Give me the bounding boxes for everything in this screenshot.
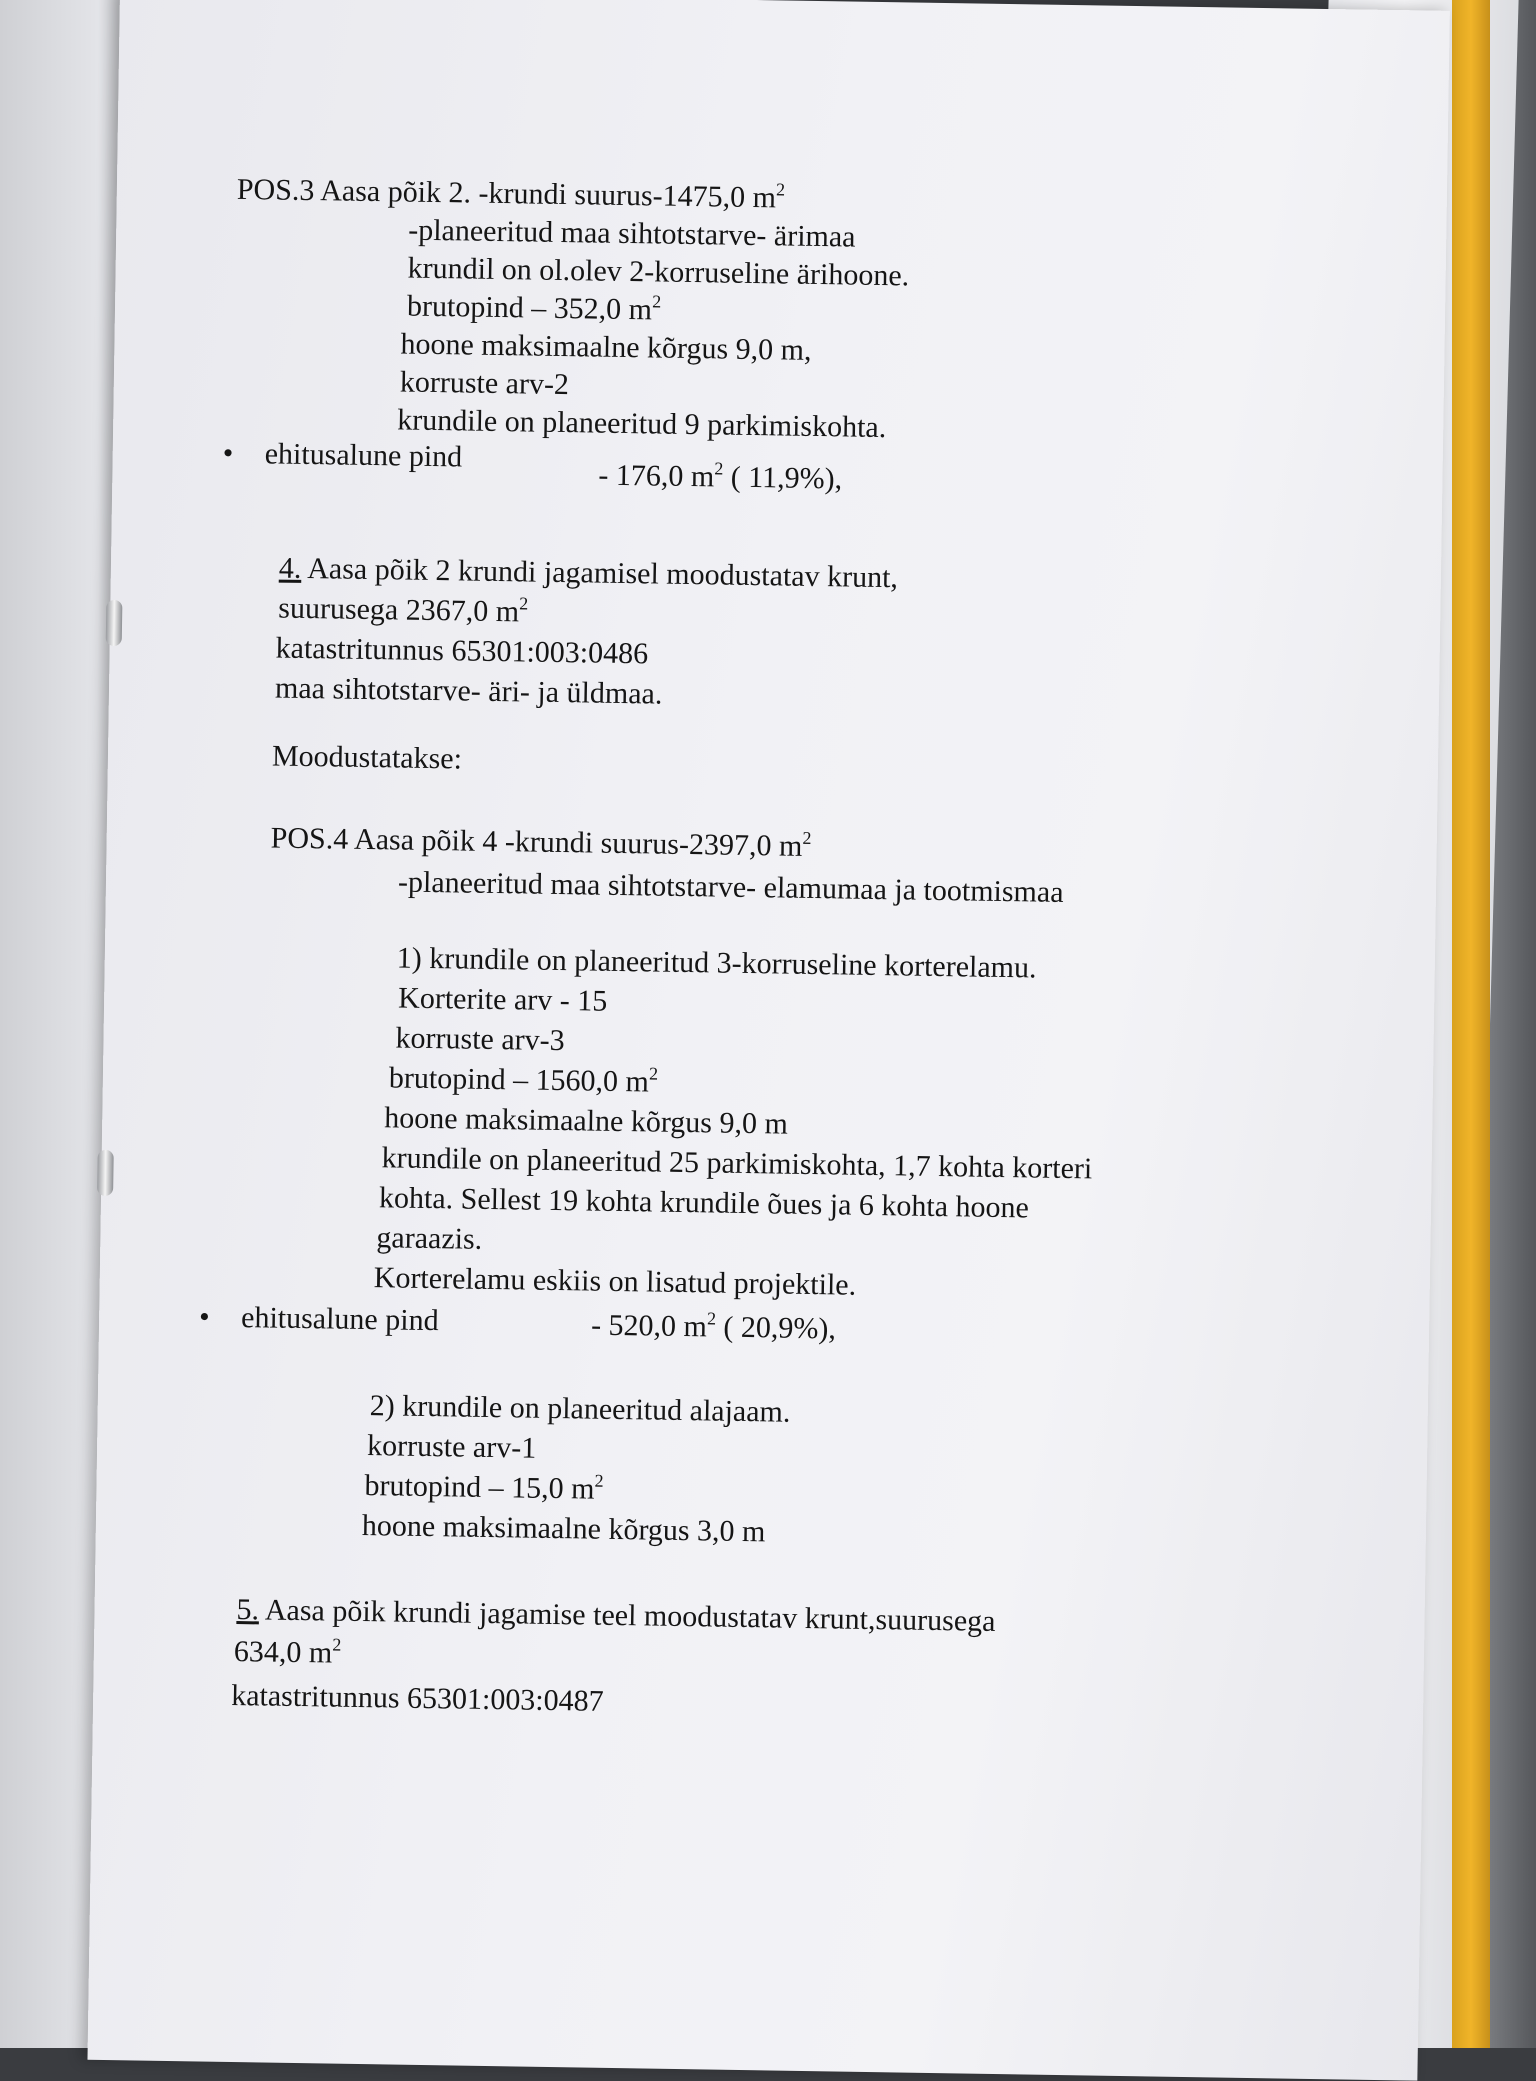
pos4-sub1-parking-2: kohta. Sellest 19 kohta krundile õues ja 6 kohta hoone (378, 1181, 1030, 1225)
pos4-sub1-gross-area: brutopind – 1560,0 $m^2$ (388, 1061, 659, 1099)
pos4-sub1-parking-3: garaazis. (376, 1221, 483, 1256)
item5-line1: 5. Aasa põik krundi jagamise teel moodustatav krunt,suurusega (236, 1593, 996, 1638)
pos4-sub1-floors: korruste arv-3 (395, 1021, 565, 1058)
item4-purpose: maa sihtotstarve- äri- ja üldmaa. (274, 671, 663, 711)
item5-area: 634,0 $m^2$ (233, 1634, 342, 1670)
pos4-sub1-sketch: Korterelamu eskiis on lisatud projektile. (373, 1261, 857, 1302)
pos4-sub1-max-height: hoone maksimaalne kõrgus 9,0 m (384, 1101, 789, 1141)
pos4-purpose: -planeeritud maa sihtotstarve- elamumaa ja tootmismaa (397, 865, 1064, 909)
pos3-floors: korruste arv-2 (399, 365, 570, 402)
pos3-parking: krundile on planeeritud 9 parkimiskohta. (397, 403, 887, 445)
page-content (88, 0, 1450, 2071)
item4-cadastral: katastritunnus 65301:003:0486 (275, 631, 649, 671)
folder-cover (1452, 0, 1490, 2048)
pos4-sub2-intro: 2) krundile on planeeritud alajaam. (369, 1389, 791, 1429)
item5-cadastral: katastritunnus 65301:003:0487 (230, 1678, 604, 1718)
pos3-footprint-value: - 176,0 $m^2$ ( 11,9%), (598, 458, 843, 496)
pos3-gross-area: brutopind – 352,0 $m^2$ (406, 289, 662, 327)
pos3-title: POS.3 Aasa põik 2. -krundi suurus-1475,0 $m^2$ (236, 172, 786, 215)
pos4-footprint-value: - 520,0 $m^2$ ( 20,9%), (590, 1308, 837, 1346)
pos4-sub1-intro: 1) krundile on planeeritud 3-korruseline korterelamu. (396, 941, 1037, 985)
pos3-footprint-label: • ehitusalune pind (264, 434, 462, 477)
pos4-title: POS.4 Aasa põik 4 -krundi suurus-2397,0 $m^2$ (270, 821, 812, 863)
pos4-sub2-gross-area: brutopind – 15,0 $m^2$ (364, 1469, 604, 1506)
pos3-purpose: -planeeritud maa sihtotstarve- ärimaa (408, 213, 856, 254)
formed-label: Moodustatakse: (271, 739, 463, 776)
pos4-sub2-floors: korruste arv-1 (366, 1429, 537, 1465)
item4-area: suurusega 2367,0 $m^2$ (278, 591, 529, 629)
pos4-sub1-apartments: Korterite arv - 15 (397, 981, 608, 1018)
pos4-footprint-label: • ehitusalune pind (241, 1298, 439, 1341)
pos3-building: krundil on ol.olev 2-korruseline ärihoone. (407, 251, 910, 293)
pos4-sub1-parking-1: krundile on planeeritud 25 parkimiskohta, 1,7 kohta korteri (381, 1141, 1093, 1186)
pos4-sub2-max-height: hoone maksimaalne kõrgus 3,0 m (361, 1508, 766, 1549)
pos3-max-height: hoone maksimaalne kõrgus 9,0 m, (400, 327, 812, 367)
document-page (87, 0, 1449, 2081)
item4-line1: 4. Aasa põik 2 krundi jagamisel moodustatav krunt, (278, 551, 899, 595)
